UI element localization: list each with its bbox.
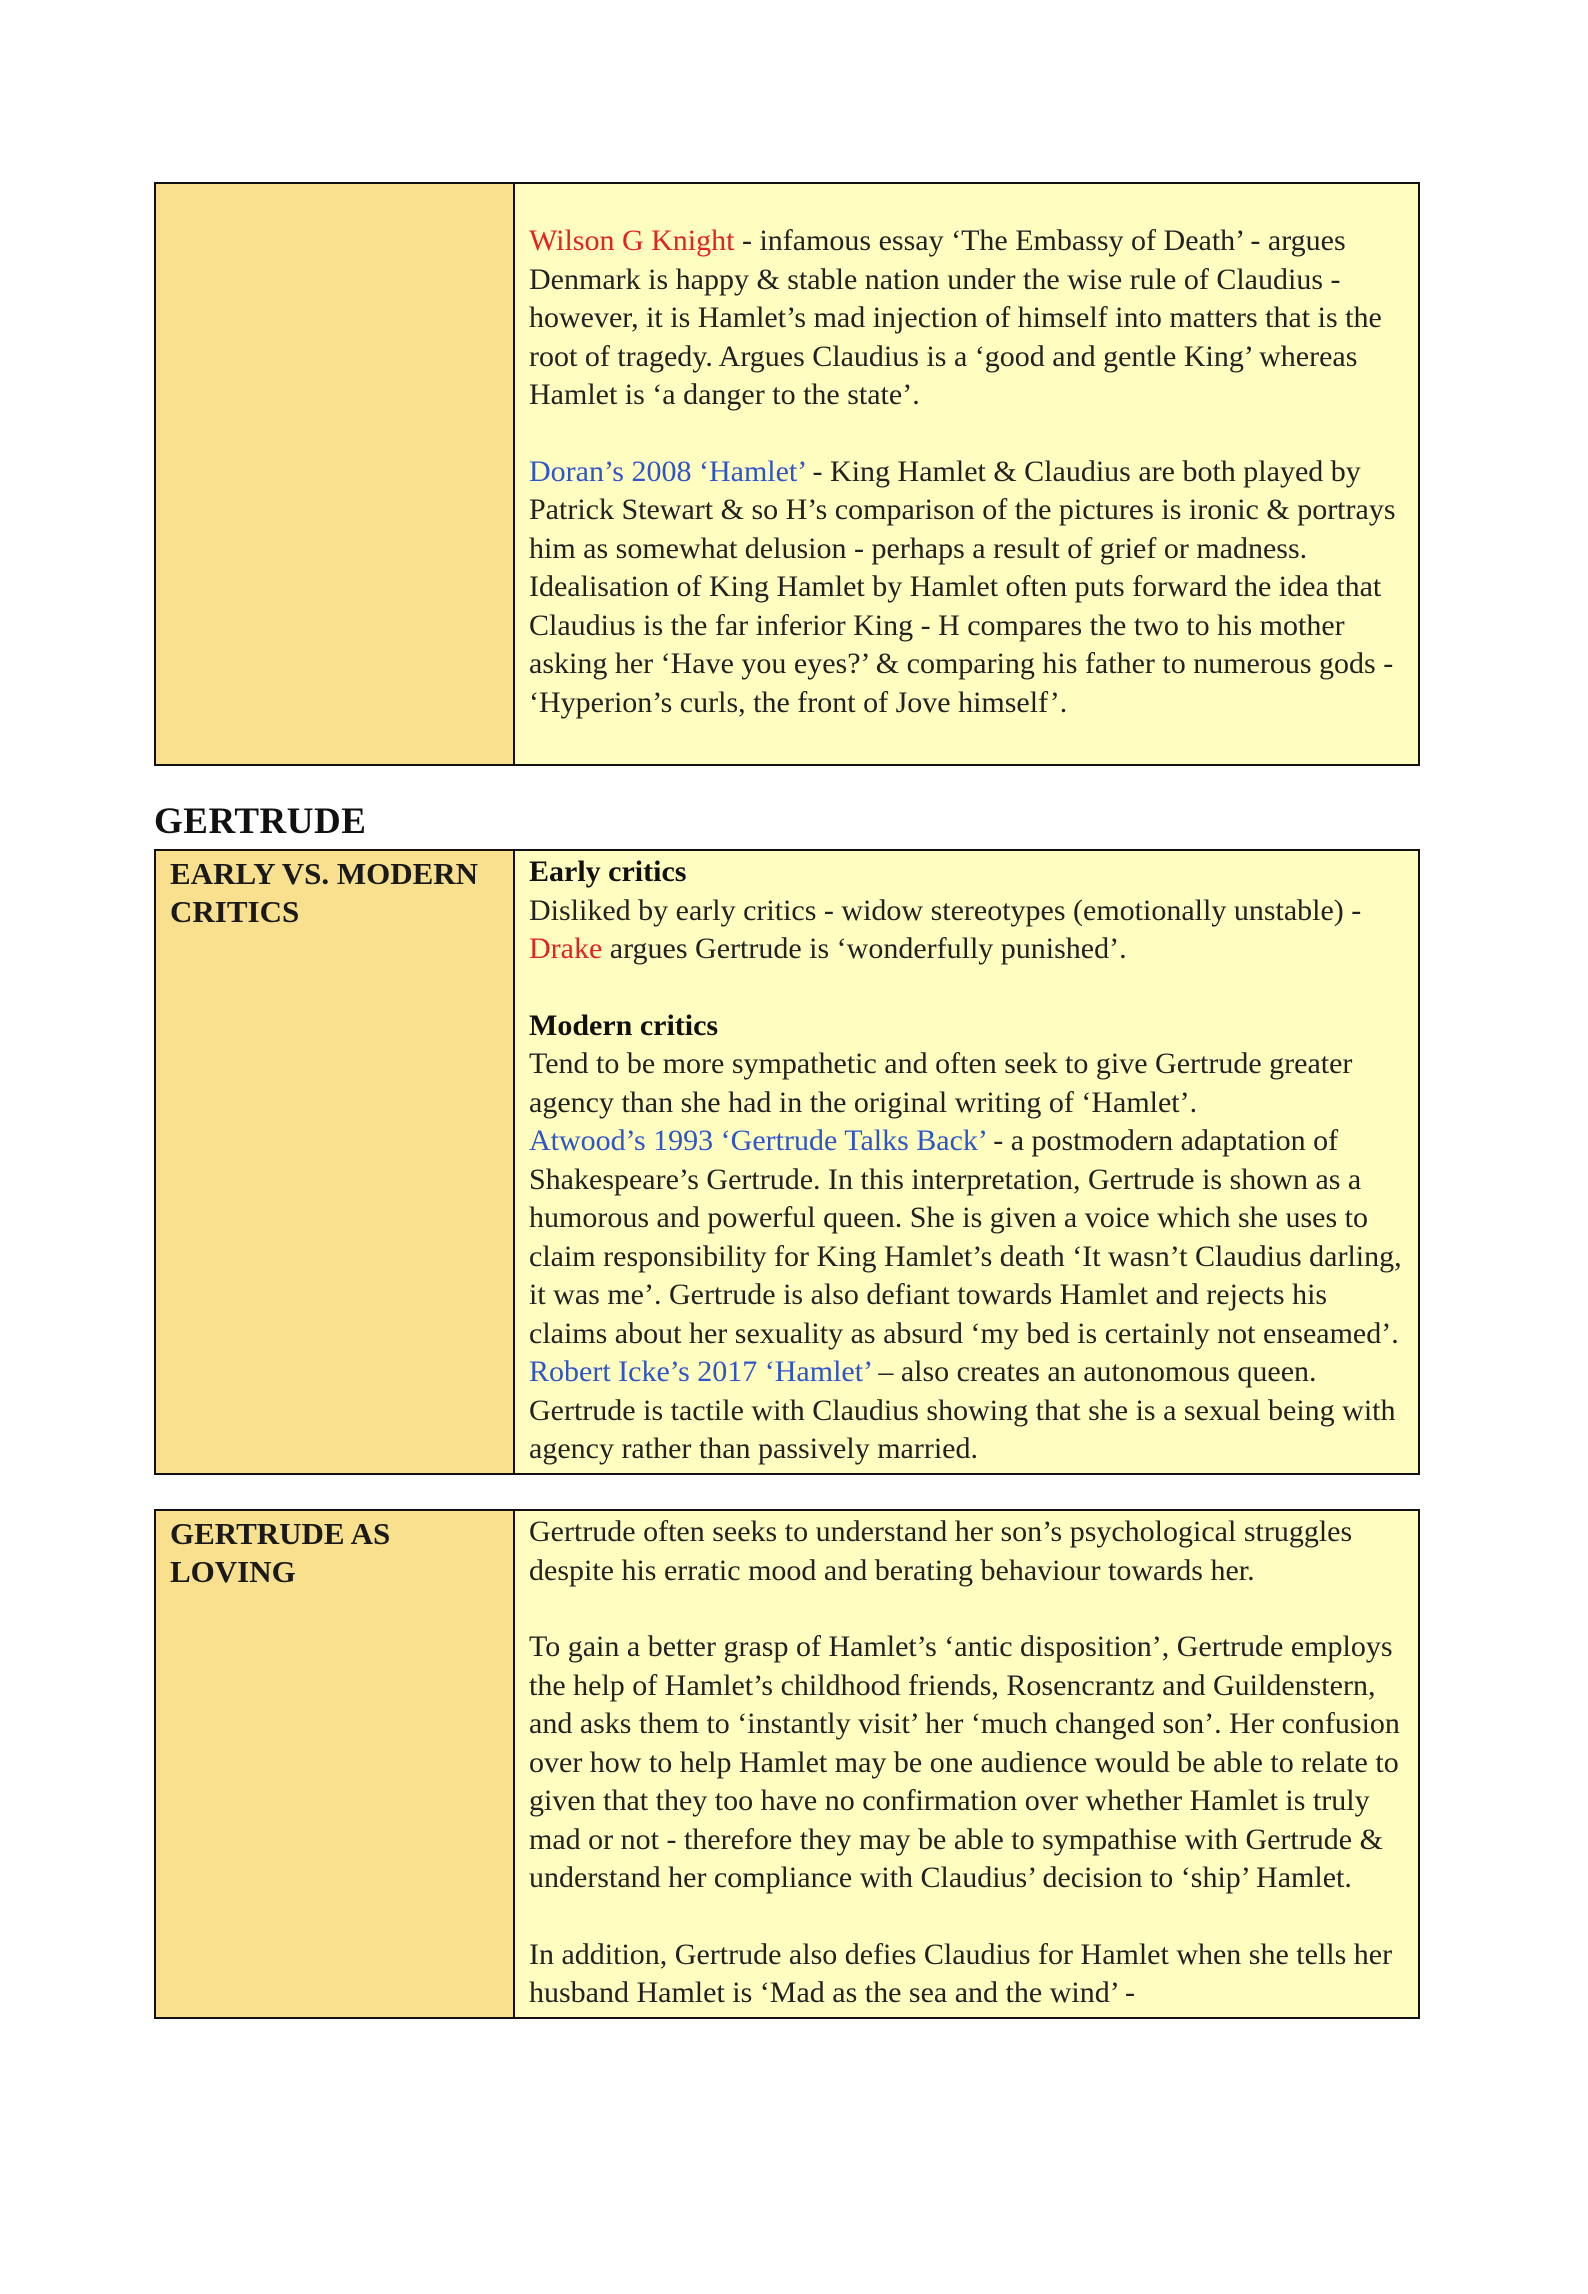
production-name: Doran’s 2008 ‘Hamlet’ [529,454,806,488]
modern-critics-heading: Modern critics [529,1008,719,1042]
knight-paragraph: Wilson G Knight - infamous essay ‘The Embassy of Death’ - argues Denmark is happy & stable nation under the wise rule of Claudius - however, it is Hamlet’s mad injection of himself into matters that is the root of tragedy. Argues Claudius is a ‘good and gentle King’ whereas Hamlet is ‘a danger to the state’. [529,224,1382,411]
table-label-cell [155,183,514,765]
doran-paragraph: Doran’s 2008 ‘Hamlet’ - King Hamlet & Claudius are both played by Patrick Stewart & so H’s comparison of the pictures is ironic & portrays him as somewhat delusion - perhaps a result of grief or madness. Idealisation of King Hamlet by Hamlet often puts forward the idea that Claudius is the far inferior King - H compares the two to his mother asking her ‘Have you eyes?’ & comparing his father to numerous gods - ‘Hyperion’s curls, the front of Jove himself’. [529,454,1396,719]
paragraph: To gain a better grasp of Hamlet’s ‘antic disposition’, Gertrude employs the help of Hamlet’s childhood friends, Rosencrantz and Guildenstern, and asks them to ‘instantly visit’ her ‘much changed son’. Her confusion over how to help Hamlet may be one audience would be able to relate to given that they too have no confirmation over whether Hamlet is truly mad or not - therefore they may be able to sympathise with Gertrude & understand her compliance with Claudius’ decision to ‘ship’ Hamlet. [529,1630,1400,1894]
modern-critics-text: Tend to be more sympathetic and often seek to give Gertrude greater agency than she had in the original writing of ‘Hamlet’. [529,1047,1353,1119]
critic-name: Drake [529,932,603,965]
table-content-cell [514,1510,1419,2018]
production-name: Robert Icke’s 2017 ‘Hamlet’ [529,1355,871,1388]
critics-table [154,849,1420,1475]
icke-paragraph: Robert Icke’s 2017 ‘Hamlet’ – also creates an autonomous queen. Gertrude is tactile with Claudius showing that she is a sexual being with agency rather than passively married. [529,1355,1396,1465]
table-content-cell [514,183,1419,765]
section-title: GERTRUDE [154,801,367,842]
early-critics-heading: Early critics [529,855,687,888]
table-label-cell [155,1510,514,2018]
critic-name: Wilson G Knight [529,224,735,257]
row-label: GERTRUDE AS LOVING [170,1516,391,1589]
table-label-cell [155,850,514,1474]
early-critics-text: Disliked by early critics - widow stereotypes (emotionally unstable) - Drake argues Gertrude is ‘wonderfully punished’. [529,893,1362,965]
production-name: Atwood’s 1993 ‘Gertrude Talks Back’ [529,1124,986,1157]
gertrude-loving-table [154,1509,1420,2019]
paragraph: In addition, Gertrude also defies Claudius for Hamlet when she tells her husband Hamlet is ‘Mad as the sea and the wind’ - [529,1937,1393,2009]
table-content-cell [514,850,1419,1474]
row-label: EARLY VS. MODERN CRITICS [170,856,479,929]
atwood-paragraph: Atwood’s 1993 ‘Gertrude Talks Back’ - a postmodern adaptation of Shakespeare’s Gertrude. In this interpretation, Gertrude is shown as a humorous and powerful queen. She is given a voice which she uses to claim responsibility for King Hamlet’s death ‘It wasn’t Claudius darling, it was me’. Gertrude is also defiant towards Hamlet and rejects his claims about her sexuality as absurd ‘my bed is certainly not enseamed’. [529,1124,1402,1350]
paragraph: Gertrude often seeks to understand her son’s psychological struggles despite his erratic mood and berating behaviour towards her. [529,1515,1353,1587]
claudius-critics-table [154,182,1420,766]
